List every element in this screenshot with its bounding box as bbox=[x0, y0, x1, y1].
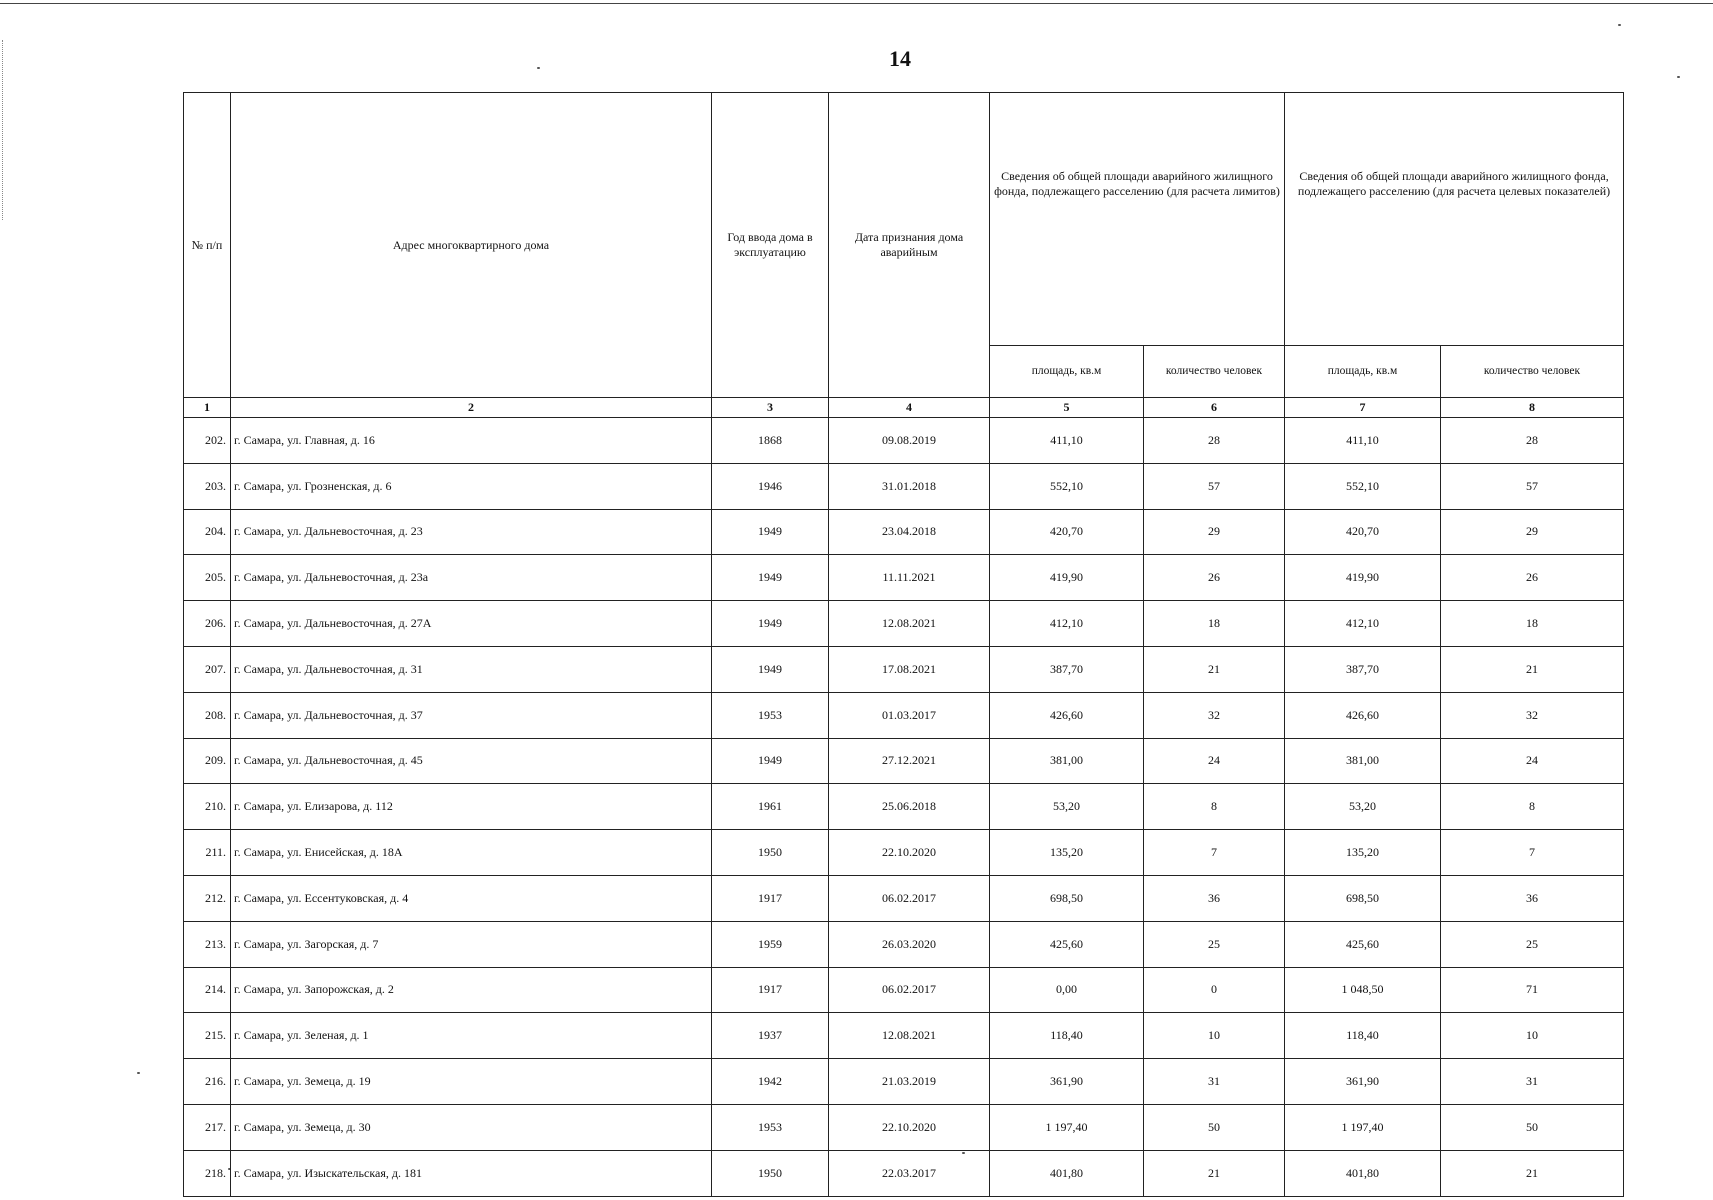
cell-people-targets: 10 bbox=[1441, 1013, 1624, 1059]
header-address: Адрес многоквартирного дома bbox=[231, 93, 712, 398]
cell-row-number: 202. bbox=[184, 418, 231, 464]
cell-address: г. Самара, ул. Дальневосточная, д. 27А bbox=[231, 601, 712, 647]
cell-date: 22.10.2020 bbox=[829, 830, 990, 876]
scan-speck bbox=[1677, 76, 1680, 78]
cell-area-limits: 411,10 bbox=[990, 418, 1144, 464]
cell-people-limits: 7 bbox=[1144, 830, 1285, 876]
scan-speck bbox=[137, 1072, 140, 1074]
cell-area-targets: 118,40 bbox=[1285, 1013, 1441, 1059]
cell-people-limits: 50 bbox=[1144, 1104, 1285, 1150]
cell-area-targets: 420,70 bbox=[1285, 509, 1441, 555]
cell-area-limits: 419,90 bbox=[990, 555, 1144, 601]
cell-people-targets: 28 bbox=[1441, 418, 1624, 464]
cell-people-limits: 26 bbox=[1144, 555, 1285, 601]
column-number-row bbox=[184, 398, 1624, 418]
cell-people-limits: 21 bbox=[1144, 646, 1285, 692]
cell-people-targets: 57 bbox=[1441, 463, 1624, 509]
cell-people-targets: 7 bbox=[1441, 830, 1624, 876]
cell-address: г. Самара, ул. Дальневосточная, д. 37 bbox=[231, 692, 712, 738]
table-row bbox=[184, 418, 1624, 464]
cell-people-targets: 24 bbox=[1441, 738, 1624, 784]
table-body bbox=[184, 418, 1624, 1197]
cell-area-targets: 1 197,40 bbox=[1285, 1104, 1441, 1150]
cell-date: 22.03.2017 bbox=[829, 1150, 990, 1196]
column-number: 4 bbox=[829, 398, 990, 418]
cell-people-limits: 57 bbox=[1144, 463, 1285, 509]
cell-year: 1953 bbox=[712, 692, 829, 738]
cell-people-targets: 21 bbox=[1441, 646, 1624, 692]
column-number: 6 bbox=[1144, 398, 1285, 418]
column-number: 5 bbox=[990, 398, 1144, 418]
cell-row-number: 206. bbox=[184, 601, 231, 647]
cell-people-limits: 28 bbox=[1144, 418, 1285, 464]
cell-date: 11.11.2021 bbox=[829, 555, 990, 601]
cell-address: г. Самара, ул. Запорожская, д. 2 bbox=[231, 967, 712, 1013]
cell-row-number: 211. bbox=[184, 830, 231, 876]
cell-area-targets: 419,90 bbox=[1285, 555, 1441, 601]
cell-year: 1937 bbox=[712, 1013, 829, 1059]
cell-area-limits: 361,90 bbox=[990, 1059, 1144, 1105]
cell-address: г. Самара, ул. Грозненская, д. 6 bbox=[231, 463, 712, 509]
cell-people-targets: 50 bbox=[1441, 1104, 1624, 1150]
table-row bbox=[184, 875, 1624, 921]
cell-area-targets: 426,60 bbox=[1285, 692, 1441, 738]
cell-area-targets: 412,10 bbox=[1285, 601, 1441, 647]
cell-area-limits: 698,50 bbox=[990, 875, 1144, 921]
cell-date: 26.03.2020 bbox=[829, 921, 990, 967]
cell-row-number: 216. bbox=[184, 1059, 231, 1105]
cell-date: 22.10.2020 bbox=[829, 1104, 990, 1150]
cell-address: г. Самара, ул. Земеца, д. 19 bbox=[231, 1059, 712, 1105]
cell-area-limits: 53,20 bbox=[990, 784, 1144, 830]
table-row bbox=[184, 692, 1624, 738]
cell-date: 06.02.2017 bbox=[829, 967, 990, 1013]
cell-address: г. Самара, ул. Изыскательская, д. 181 bbox=[231, 1150, 712, 1196]
header-date: Дата признания дома аварийным bbox=[829, 93, 990, 398]
table-row bbox=[184, 967, 1624, 1013]
header-year: Год ввода дома в эксплуатацию bbox=[712, 93, 829, 398]
cell-people-targets: 71 bbox=[1441, 967, 1624, 1013]
table-row bbox=[184, 921, 1624, 967]
cell-row-number: 213. bbox=[184, 921, 231, 967]
cell-area-targets: 698,50 bbox=[1285, 875, 1441, 921]
column-number: 3 bbox=[712, 398, 829, 418]
cell-people-targets: 31 bbox=[1441, 1059, 1624, 1105]
cell-area-limits: 1 197,40 bbox=[990, 1104, 1144, 1150]
table-row bbox=[184, 463, 1624, 509]
header-people-limits: количество человек bbox=[1144, 346, 1285, 398]
cell-address: г. Самара, ул. Загорская, д. 7 bbox=[231, 921, 712, 967]
cell-year: 1917 bbox=[712, 875, 829, 921]
cell-date: 23.04.2018 bbox=[829, 509, 990, 555]
cell-address: г. Самара, ул. Зеленая, д. 1 bbox=[231, 1013, 712, 1059]
cell-row-number: 212. bbox=[184, 875, 231, 921]
cell-row-number: 210. bbox=[184, 784, 231, 830]
cell-area-limits: 425,60 bbox=[990, 921, 1144, 967]
cell-year: 1950 bbox=[712, 830, 829, 876]
cell-date: 27.12.2021 bbox=[829, 738, 990, 784]
cell-year: 1949 bbox=[712, 555, 829, 601]
table-row bbox=[184, 555, 1624, 601]
cell-date: 25.06.2018 bbox=[829, 784, 990, 830]
cell-people-limits: 25 bbox=[1144, 921, 1285, 967]
cell-people-limits: 31 bbox=[1144, 1059, 1285, 1105]
cell-year: 1961 bbox=[712, 784, 829, 830]
cell-people-limits: 24 bbox=[1144, 738, 1285, 784]
cell-area-targets: 425,60 bbox=[1285, 921, 1441, 967]
cell-row-number: 214. bbox=[184, 967, 231, 1013]
table-row bbox=[184, 646, 1624, 692]
column-number: 2 bbox=[231, 398, 712, 418]
cell-area-targets: 401,80 bbox=[1285, 1150, 1441, 1196]
column-number: 7 bbox=[1285, 398, 1441, 418]
cell-year: 1950 bbox=[712, 1150, 829, 1196]
cell-area-targets: 552,10 bbox=[1285, 463, 1441, 509]
cell-people-limits: 36 bbox=[1144, 875, 1285, 921]
scan-speck bbox=[1618, 24, 1621, 26]
cell-address: г. Самара, ул. Дальневосточная, д. 23 bbox=[231, 509, 712, 555]
cell-address: г. Самара, ул. Главная, д. 16 bbox=[231, 418, 712, 464]
cell-people-targets: 32 bbox=[1441, 692, 1624, 738]
header-group-limits: Сведения об общей площади аварийного жилищного фонда, подлежащего расселению (для расчета лимитов) bbox=[990, 93, 1285, 346]
table-row bbox=[184, 1104, 1624, 1150]
cell-year: 1946 bbox=[712, 463, 829, 509]
cell-area-targets: 53,20 bbox=[1285, 784, 1441, 830]
cell-year: 1917 bbox=[712, 967, 829, 1013]
cell-area-targets: 387,70 bbox=[1285, 646, 1441, 692]
cell-year: 1942 bbox=[712, 1059, 829, 1105]
cell-year: 1953 bbox=[712, 1104, 829, 1150]
cell-area-targets: 381,00 bbox=[1285, 738, 1441, 784]
cell-people-limits: 32 bbox=[1144, 692, 1285, 738]
table-row bbox=[184, 738, 1624, 784]
cell-area-targets: 1 048,50 bbox=[1285, 967, 1441, 1013]
cell-year: 1949 bbox=[712, 646, 829, 692]
cell-date: 12.08.2021 bbox=[829, 1013, 990, 1059]
table-row bbox=[184, 784, 1624, 830]
column-number: 8 bbox=[1441, 398, 1624, 418]
cell-address: г. Самара, ул. Енисейская, д. 18А bbox=[231, 830, 712, 876]
header-area-limits: площадь, кв.м bbox=[990, 346, 1144, 398]
cell-area-limits: 0,00 bbox=[990, 967, 1144, 1013]
cell-area-limits: 118,40 bbox=[990, 1013, 1144, 1059]
header-group-targets: Сведения об общей площади аварийного жилищного фонда, подлежащего расселению (для расчета целевых показателей) bbox=[1285, 93, 1624, 346]
cell-row-number: 209. bbox=[184, 738, 231, 784]
cell-people-targets: 36 bbox=[1441, 875, 1624, 921]
table-row bbox=[184, 509, 1624, 555]
column-number: 1 bbox=[184, 398, 231, 418]
cell-address: г. Самара, ул. Дальневосточная, д. 23а bbox=[231, 555, 712, 601]
cell-area-limits: 420,70 bbox=[990, 509, 1144, 555]
cell-area-targets: 361,90 bbox=[1285, 1059, 1441, 1105]
cell-people-limits: 10 bbox=[1144, 1013, 1285, 1059]
cell-row-number: 217. bbox=[184, 1104, 231, 1150]
cell-area-targets: 411,10 bbox=[1285, 418, 1441, 464]
cell-people-limits: 29 bbox=[1144, 509, 1285, 555]
cell-people-limits: 18 bbox=[1144, 601, 1285, 647]
scan-top-border bbox=[0, 3, 1713, 4]
cell-year: 1949 bbox=[712, 738, 829, 784]
cell-address: г. Самара, ул. Земеца, д. 30 bbox=[231, 1104, 712, 1150]
cell-row-number: 204. bbox=[184, 509, 231, 555]
cell-area-targets: 135,20 bbox=[1285, 830, 1441, 876]
table-row bbox=[184, 1013, 1624, 1059]
cell-people-targets: 8 bbox=[1441, 784, 1624, 830]
table-row bbox=[184, 1059, 1624, 1105]
cell-area-limits: 412,10 bbox=[990, 601, 1144, 647]
cell-people-limits: 21 bbox=[1144, 1150, 1285, 1196]
cell-area-limits: 135,20 bbox=[990, 830, 1144, 876]
table-row bbox=[184, 601, 1624, 647]
cell-date: 06.02.2017 bbox=[829, 875, 990, 921]
cell-date: 21.03.2019 bbox=[829, 1059, 990, 1105]
cell-area-limits: 381,00 bbox=[990, 738, 1144, 784]
cell-year: 1868 bbox=[712, 418, 829, 464]
cell-people-limits: 0 bbox=[1144, 967, 1285, 1013]
header-people-targets: количество человек bbox=[1441, 346, 1624, 398]
cell-row-number: 203. bbox=[184, 463, 231, 509]
cell-people-targets: 21 bbox=[1441, 1150, 1624, 1196]
table-row bbox=[184, 830, 1624, 876]
cell-people-targets: 29 bbox=[1441, 509, 1624, 555]
cell-address: г. Самара, ул. Елизарова, д. 112 bbox=[231, 784, 712, 830]
cell-area-limits: 387,70 bbox=[990, 646, 1144, 692]
cell-row-number: 215. bbox=[184, 1013, 231, 1059]
table-row bbox=[184, 1150, 1624, 1196]
cell-year: 1949 bbox=[712, 509, 829, 555]
cell-year: 1949 bbox=[712, 601, 829, 647]
cell-address: г. Самара, ул. Дальневосточная, д. 31 bbox=[231, 646, 712, 692]
cell-address: г. Самара, ул. Ессентуковская, д. 4 bbox=[231, 875, 712, 921]
header-area-targets: площадь, кв.м bbox=[1285, 346, 1441, 398]
cell-date: 09.08.2019 bbox=[829, 418, 990, 464]
cell-people-targets: 25 bbox=[1441, 921, 1624, 967]
cell-area-limits: 426,60 bbox=[990, 692, 1144, 738]
cell-row-number: 218. bbox=[184, 1150, 231, 1196]
cell-date: 17.08.2021 bbox=[829, 646, 990, 692]
cell-area-limits: 552,10 bbox=[990, 463, 1144, 509]
page-number: 14 bbox=[889, 46, 911, 71]
cell-date: 01.03.2017 bbox=[829, 692, 990, 738]
cell-area-limits: 401,80 bbox=[990, 1150, 1144, 1196]
cell-date: 12.08.2021 bbox=[829, 601, 990, 647]
cell-row-number: 207. bbox=[184, 646, 231, 692]
cell-date: 31.01.2018 bbox=[829, 463, 990, 509]
cell-address: г. Самара, ул. Дальневосточная, д. 45 bbox=[231, 738, 712, 784]
cell-row-number: 208. bbox=[184, 692, 231, 738]
cell-people-limits: 8 bbox=[1144, 784, 1285, 830]
cell-year: 1959 bbox=[712, 921, 829, 967]
emergency-housing-table bbox=[183, 92, 1624, 1197]
header-no: № п/п bbox=[184, 93, 231, 398]
cell-people-targets: 18 bbox=[1441, 601, 1624, 647]
cell-people-targets: 26 bbox=[1441, 555, 1624, 601]
header-row bbox=[184, 93, 1624, 346]
cell-row-number: 205. bbox=[184, 555, 231, 601]
